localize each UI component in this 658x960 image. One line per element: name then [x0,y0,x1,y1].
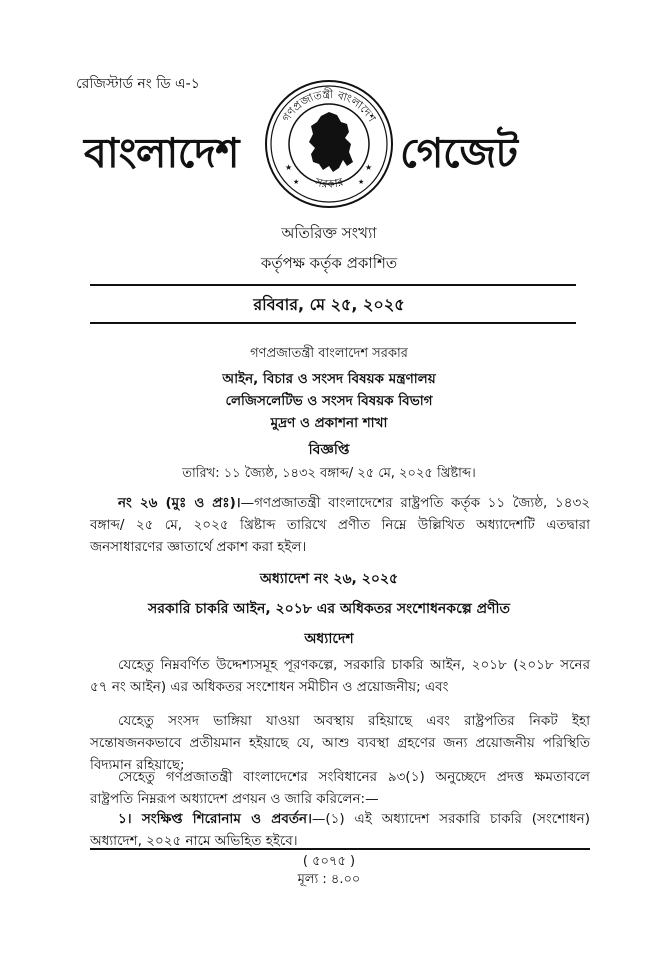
seal-text-bottom: সরকার [313,175,345,191]
ordinance-heading: অধ্যাদেশ [304,631,354,647]
gazette-title-left: বাংলাদেশ [84,129,240,177]
government-seal-icon [263,78,395,210]
divider [90,322,576,324]
gazette-title-right: গেজেট [400,129,518,177]
price: মূল্য : ৪.০০ [297,872,361,887]
notice-heading: বিজ্ঞপ্তি [308,442,350,458]
ordinance-number: অধ্যাদেশ নং ২৬, ২০২৫ [259,571,399,587]
reference-text: —গণপ্রজাতন্ত্রী বাংলাদেশের রাষ্ট্রপতি কর্তৃক ১১ জ্যৈষ্ঠ, ১৪৩২ বঙ্গাব্দ/ ২৫ মে, ২০২৫ খ্রিষ্টাব্দ তারিখে প্রণীত নিম্নে উল্লিখিত অধ্যাদেশটি এতদ্বারা জনসাধারণের জ্ঞাতার্থে প্রকাশ করা হইল। [90,495,591,555]
ministry-name: আইন, বিচার ও সংসদ বিষয়ক মন্ত্রণালয় [222,371,436,387]
preamble-paragraph-3: সেহেতু গণপ্রজাতন্ত্রী বাংলাদেশের সংবিধানের ৯৩(১) অনুচ্ছেদে প্রদত্ত ক্ষমতাবলে রাষ্ট্রপতি নিম্নরূপ অধ্যাদেশ প্রণয়ন ও জারি করিলেন:— [90,769,590,807]
reference-number: নং ২৬ (মুঃ ও প্রঃ)। [118,495,241,511]
extra-issue: অতিরিক্ত সংখ্যা [281,224,377,242]
divider [90,284,576,286]
svg-text:★: ★ [285,163,293,172]
preamble-paragraph-2: যেহেতু সংসদ ভাঙ্গিয়া যাওয়া অবস্থায় রহিয়াছে এবং রাষ্ট্রপতির নিকট ইহা সন্তোষজনকভাবে প্রতীয়মান হইয়াছে যে, আশু ব্যবস্থা গ্রহণের জন্য প্রয়োজনীয় পরিস্থিতি বিদ্যমান রহিয়াছে; [90,713,590,773]
government-name: গণপ্রজাতন্ত্রী বাংলাদেশ সরকার [250,346,408,361]
footer-divider [90,848,590,850]
ordinance-title: সরকারি চাকরি আইন, ২০১৮ এর অধিকতর সংশোধনকল্পে প্রণীত [147,601,511,617]
page-number: ( ৫০৭৫ ) [302,854,356,869]
section-1-text: —(১) এই অধ্যাদেশ সরকারি চাকরি (সংশোধন) অধ্যাদেশ, ২০২৫ নামে অভিহিত হইবে। [90,811,590,849]
notice-date: তারিখ: ১১ জ্যৈষ্ঠ, ১৪৩২ বঙ্গাব্দ/ ২৫ মে, ২০২৫ খ্রিষ্টাব্দ। [182,466,476,481]
svg-text:★: ★ [365,163,373,172]
branch-name: মুদ্রণ ও প্রকাশনা শাখা [270,415,388,431]
division-name: লেজিসলেটিভ ও সংসদ বিষয়ক বিভাগ [225,393,433,409]
issue-date: রবিবার, মে ২৫, ২০২৫ [253,295,405,314]
section-1 [90,808,590,852]
registration-number: রেজিস্টার্ড নং ডি এ-১ [76,76,200,92]
preamble-paragraph-1: যেহেতু নিম্নবর্ণিত উদ্দেশ্যসমূহ পূরণকল্পে, সরকারি চাকরি আইন, ২০১৮ (২০১৮ সনের ৫৭ নং আইন) এর অধিকতর সংশোধন সমীচীন ও প্রয়োজনীয়; এবং [90,657,590,695]
svg-text:★: ★ [358,178,365,186]
seal-text-top: গণপ্রজাতন্ত্রী বাংলাদেশ [279,87,379,125]
section-1-label: ১। সংক্ষিপ্ত শিরোনাম ও প্রবর্তন। [118,811,312,827]
svg-text:★: ★ [293,178,300,186]
svg-text:সরকার [312,175,345,191]
reference-paragraph [90,492,590,558]
published-by: কর্তৃপক্ষ কর্তৃক প্রকাশিত [260,254,398,272]
